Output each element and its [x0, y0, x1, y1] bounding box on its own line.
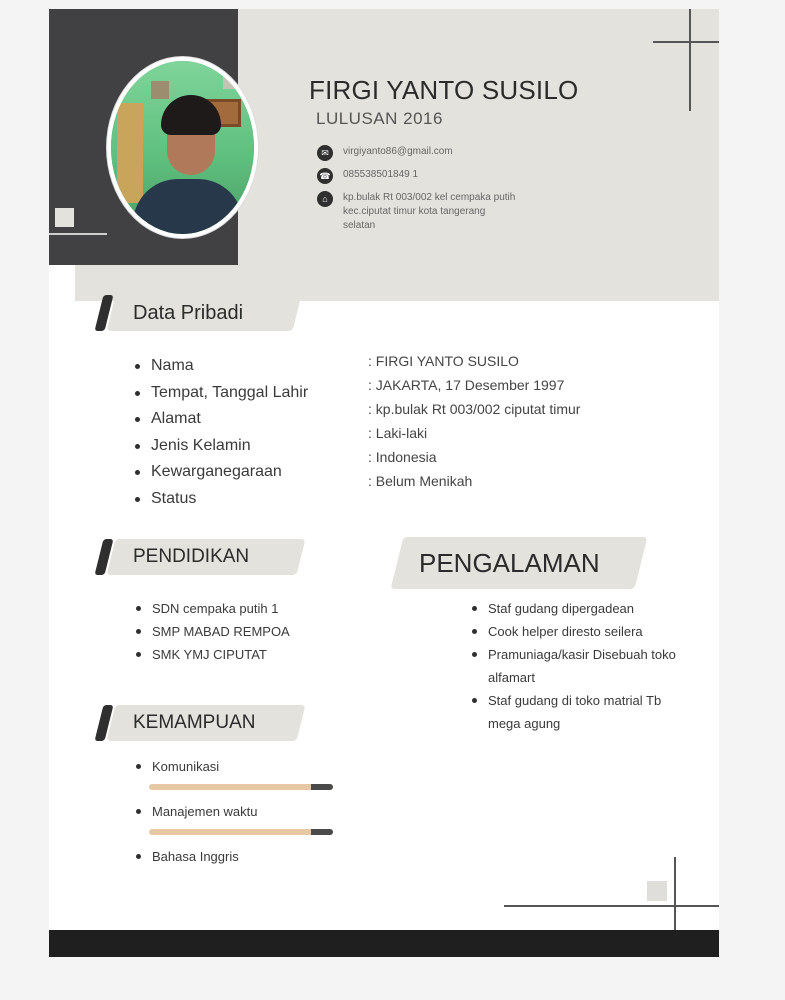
list-value: : JAKARTA, 17 Desember 1997 — [368, 377, 565, 393]
section-title: KEMAMPUAN — [133, 712, 256, 733]
list-value: : Indonesia — [368, 449, 437, 465]
data-pribadi-labels — [135, 353, 308, 512]
phone-text: 085538501849 1 — [343, 169, 419, 180]
list-value: : Laki-laki — [368, 425, 428, 441]
email-text: virgiyanto86@gmail.com — [343, 146, 453, 157]
contact-email — [317, 145, 518, 161]
list-item: Staf gudang dipergadean — [472, 597, 682, 620]
person-name: FIRGI YANTO SUSILO — [309, 75, 579, 105]
section-pendidikan — [99, 539, 309, 575]
skill-bar-komunikasi — [149, 784, 333, 790]
list-item: Kewarganegaraan — [135, 459, 308, 486]
list-item: Cook helper diresto seilera — [472, 620, 682, 643]
list-item: SMP MABAD REMPOA — [136, 620, 290, 643]
decor-square-left — [55, 208, 74, 227]
list-item: Pramuniaga/kasir Disebuah toko alfamart — [472, 643, 682, 689]
decor-cross-horizontal — [653, 41, 719, 43]
list-value: : FIRGI YANTO SUSILO — [368, 353, 519, 369]
footer-bar — [49, 930, 719, 957]
list-item: Nama — [135, 353, 308, 380]
list-value: : Belum Menikah — [368, 473, 473, 489]
section-title: Data Pribadi — [133, 301, 244, 324]
person-subtitle: LULUSAN 2016 — [316, 109, 443, 128]
list-item: SDN cempaka putih 1 — [136, 597, 290, 620]
cv-page — [49, 9, 719, 957]
list-item: Staf gudang di toko matrial Tb mega agung — [472, 689, 682, 735]
decor-square-bottom — [647, 881, 667, 901]
address-text: kp.bulak Rt 003/002 kel cempaka putih kec.ciputat timur kota tangerang selatan — [343, 192, 516, 231]
contact-phone — [317, 168, 518, 184]
pendidikan-list — [136, 597, 290, 666]
decor-line-left — [49, 233, 107, 235]
list-item: Jenis Kelamin — [135, 433, 308, 460]
section-title: PENDIDIKAN — [133, 546, 250, 567]
list-item: Bahasa Inggris — [136, 845, 258, 868]
profile-photo — [107, 57, 258, 238]
section-pengalaman — [393, 537, 643, 578]
decor-line-bottom-horizontal — [504, 905, 719, 907]
section-title: PENGALAMAN — [419, 547, 600, 578]
phone-icon: ☎ — [317, 168, 333, 184]
section-data-pribadi — [99, 295, 299, 331]
home-icon: ⌂ — [317, 191, 333, 207]
pengalaman-list — [472, 597, 682, 735]
list-item: SMK YMJ CIPUTAT — [136, 643, 290, 666]
data-pribadi-values — [368, 349, 580, 493]
list-item: Manajemen waktu — [136, 800, 258, 823]
envelope-icon: ✉ — [317, 145, 333, 161]
list-value: : kp.bulak Rt 003/002 ciputat timur — [368, 401, 581, 417]
list-item: Status — [135, 486, 308, 513]
kemampuan-list — [136, 755, 258, 868]
list-item: Komunikasi — [136, 755, 258, 778]
decor-cross-vertical — [689, 9, 691, 111]
contact-address — [317, 191, 518, 233]
skill-bar-manajemen-waktu — [149, 829, 333, 835]
section-kemampuan — [99, 705, 309, 741]
list-item: Alamat — [135, 406, 308, 433]
list-item: Tempat, Tanggal Lahir — [135, 380, 308, 407]
